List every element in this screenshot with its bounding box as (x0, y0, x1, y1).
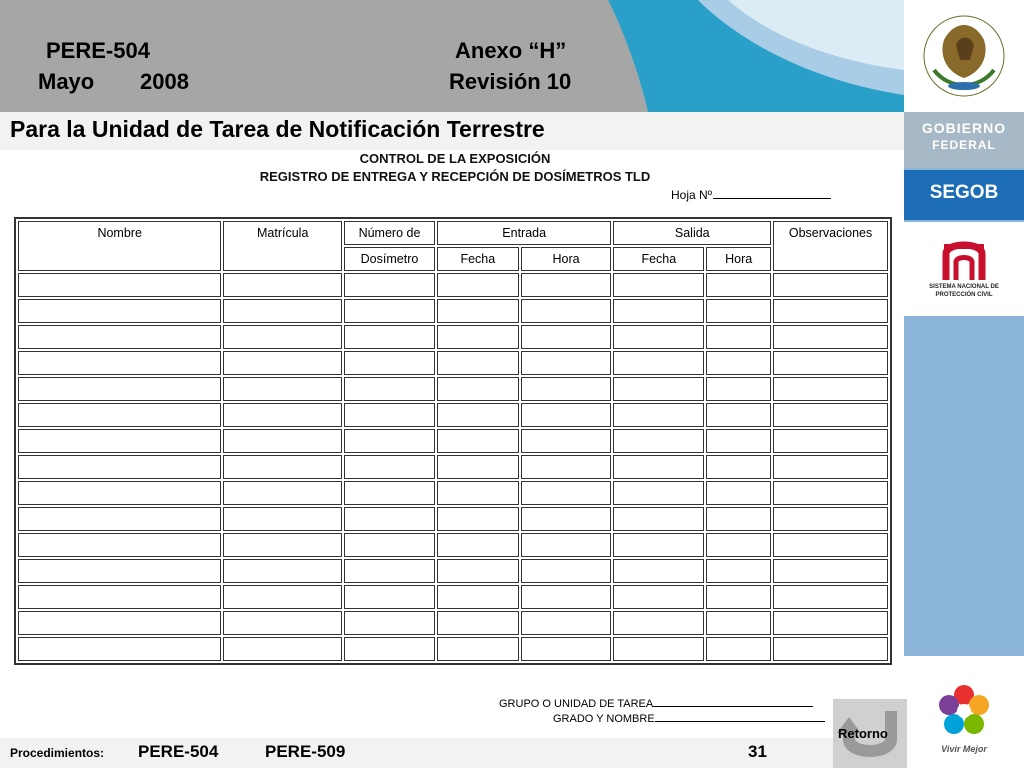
table-row (18, 481, 888, 505)
table-cell (437, 325, 519, 349)
table-cell (706, 585, 771, 609)
form-heading-2: REGISTRO DE ENTREGA Y RECEPCIÓN DE DOSÍMETROS TLD (259, 169, 651, 184)
table-cell (706, 611, 771, 635)
table-cell (521, 429, 612, 453)
annex-label: Anexo “H” (455, 38, 567, 63)
table-cell (706, 481, 771, 505)
table-cell (344, 403, 435, 427)
table-cell (18, 481, 221, 505)
table-cell (613, 429, 704, 453)
table-row (18, 559, 888, 583)
table-cell (773, 429, 888, 453)
grupo-line (653, 697, 813, 707)
mexico-emblem-icon (904, 0, 1024, 112)
table-row (18, 351, 888, 375)
table-cell (521, 455, 612, 479)
table-row (18, 533, 888, 557)
grupo-label: GRUPO O UNIDAD DE TAREA (499, 698, 654, 710)
table-row (18, 325, 888, 349)
segob-label: SEGOB (929, 182, 999, 203)
table-cell (18, 403, 221, 427)
table-cell (706, 455, 771, 479)
table-cell (223, 377, 342, 401)
table-cell (223, 559, 342, 583)
table-cell (223, 273, 342, 297)
table-cell (437, 299, 519, 323)
table-cell (344, 299, 435, 323)
table-cell (613, 533, 704, 557)
table-cell (344, 429, 435, 453)
table-cell (223, 637, 342, 661)
grado-field (553, 712, 825, 725)
table-cell (613, 325, 704, 349)
sheet-number-label: Hoja Nº (671, 188, 713, 202)
table-cell (344, 585, 435, 609)
table-cell (344, 455, 435, 479)
document-code: PERE-504 (46, 38, 150, 63)
table-cell (706, 637, 771, 661)
table-cell (223, 481, 342, 505)
procedure-link-pere-509[interactable]: PERE-509 (265, 742, 346, 761)
col-entrada-fecha: Fecha (437, 247, 519, 271)
table-cell (773, 507, 888, 531)
sheet-number-field (671, 188, 831, 202)
table-cell (773, 533, 888, 557)
table-cell (706, 403, 771, 427)
grado-line (655, 712, 825, 722)
table-cell (344, 325, 435, 349)
procedure-link-pere-504[interactable]: PERE-504 (138, 742, 219, 761)
table-cell (613, 377, 704, 401)
table-cell (706, 377, 771, 401)
col-dosimetro: Dosímetro (344, 247, 435, 271)
table-cell (344, 611, 435, 635)
table-cell (521, 559, 612, 583)
table-cell (344, 533, 435, 557)
table-cell (613, 481, 704, 505)
table-cell (223, 611, 342, 635)
table-row (18, 507, 888, 531)
table-cell (18, 325, 221, 349)
table-cell (521, 611, 612, 635)
gobierno-federal-line1: GOBIERNO (921, 120, 1007, 136)
table-cell (344, 273, 435, 297)
table-row (18, 299, 888, 323)
table-cell (223, 507, 342, 531)
table-cell (773, 455, 888, 479)
table-cell (437, 429, 519, 453)
table-cell (773, 637, 888, 661)
table-cell (344, 481, 435, 505)
document-year: 2008 (140, 69, 189, 94)
table-cell (521, 325, 612, 349)
table-row (18, 403, 888, 427)
table-cell (521, 585, 612, 609)
table-cell (706, 533, 771, 557)
table-cell (18, 507, 221, 531)
table-cell (18, 637, 221, 661)
table-cell (706, 507, 771, 531)
table-cell (521, 481, 612, 505)
table-cell (223, 429, 342, 453)
gobierno-federal-line2: FEDERAL (932, 138, 996, 152)
col-salida-hora: Hora (706, 247, 771, 271)
table-cell (344, 637, 435, 661)
col-numero-de: Número de (344, 221, 435, 245)
table-cell (437, 377, 519, 401)
table-cell (437, 403, 519, 427)
table-cell (18, 533, 221, 557)
table-cell (223, 351, 342, 375)
table-cell (773, 611, 888, 635)
table-cell (521, 377, 612, 401)
table-cell (521, 533, 612, 557)
table-cell (223, 533, 342, 557)
table-cell (223, 585, 342, 609)
procedures-label: Procedimientos: (10, 746, 105, 760)
col-salida-fecha: Fecha (613, 247, 704, 271)
col-entrada-hora: Hora (521, 247, 612, 271)
table-cell (521, 403, 612, 427)
table-cell (521, 273, 612, 297)
table-cell (223, 455, 342, 479)
table-cell (437, 585, 519, 609)
page-number: 31 (748, 742, 767, 761)
table-cell (437, 455, 519, 479)
table-cell (437, 481, 519, 505)
table-cell (706, 351, 771, 375)
table-cell (18, 585, 221, 609)
table-row (18, 611, 888, 635)
table-cell (344, 377, 435, 401)
table-cell (613, 351, 704, 375)
table-cell (18, 351, 221, 375)
table-cell (437, 637, 519, 661)
table-cell (773, 559, 888, 583)
sheet-number-line (713, 189, 831, 199)
table-cell (521, 299, 612, 323)
table-cell (437, 273, 519, 297)
right-sidebar (904, 0, 1024, 768)
table-cell (344, 351, 435, 375)
form-heading-1: CONTROL DE LA EXPOSICIÓN (359, 151, 551, 166)
col-entrada: Entrada (437, 221, 612, 245)
table-cell (773, 481, 888, 505)
table-cell (613, 455, 704, 479)
table-cell (18, 429, 221, 453)
grado-label: GRADO Y NOMBRE (553, 713, 655, 725)
col-salida: Salida (613, 221, 771, 245)
table-cell (223, 403, 342, 427)
table-cell (437, 533, 519, 557)
table-cell (773, 325, 888, 349)
dosimeter-register-table (14, 217, 892, 665)
table-cell (706, 559, 771, 583)
table-cell (437, 507, 519, 531)
table-cell (706, 429, 771, 453)
revision-label: Revisión 10 (449, 69, 572, 94)
table-cell (613, 273, 704, 297)
return-label[interactable]: Retorno (838, 726, 888, 741)
table-cell (613, 585, 704, 609)
col-matricula: Matrícula (223, 221, 342, 271)
table-row (18, 455, 888, 479)
table-cell (773, 273, 888, 297)
table-cell (18, 299, 221, 323)
table-cell (773, 299, 888, 323)
proteccion-civil-label: SISTEMA NACIONAL DE PROTECCIÓN CIVIL (929, 284, 999, 298)
col-nombre: Nombre (18, 221, 221, 271)
page-title: Para la Unidad de Tarea de Notificación Terrestre (10, 116, 545, 142)
table-cell (613, 559, 704, 583)
table-cell (613, 403, 704, 427)
table-cell (18, 273, 221, 297)
table-cell (521, 637, 612, 661)
table-cell (773, 351, 888, 375)
table-row (18, 637, 888, 661)
table-row (18, 429, 888, 453)
header-wave-decoration (608, 0, 904, 112)
table-cell (613, 611, 704, 635)
grupo-field (499, 697, 813, 710)
table-cell (773, 585, 888, 609)
table-cell (521, 351, 612, 375)
register-rows (18, 273, 888, 661)
table-cell (521, 507, 612, 531)
col-observaciones: Observaciones (773, 221, 888, 271)
table-cell (18, 611, 221, 635)
table-cell (18, 455, 221, 479)
table-cell (706, 325, 771, 349)
vivir-mejor-label: Vivir Mejor (941, 744, 987, 754)
table-cell (18, 377, 221, 401)
document-month: Mayo (38, 69, 95, 94)
table-cell (18, 559, 221, 583)
footer-bar (0, 738, 833, 768)
table-cell (613, 507, 704, 531)
table-cell (773, 377, 888, 401)
proteccion-civil-logo (904, 222, 1024, 316)
table-cell (223, 299, 342, 323)
table-row (18, 585, 888, 609)
table-cell (613, 637, 704, 661)
table-cell (706, 299, 771, 323)
table-row (18, 273, 888, 297)
table-cell (223, 325, 342, 349)
table-cell (437, 351, 519, 375)
table-row (18, 377, 888, 401)
header-bar (0, 0, 608, 112)
table-cell (437, 559, 519, 583)
table-cell (773, 403, 888, 427)
table-cell (706, 273, 771, 297)
table-cell (344, 507, 435, 531)
table-cell (613, 299, 704, 323)
table-cell (344, 559, 435, 583)
table-cell (437, 611, 519, 635)
